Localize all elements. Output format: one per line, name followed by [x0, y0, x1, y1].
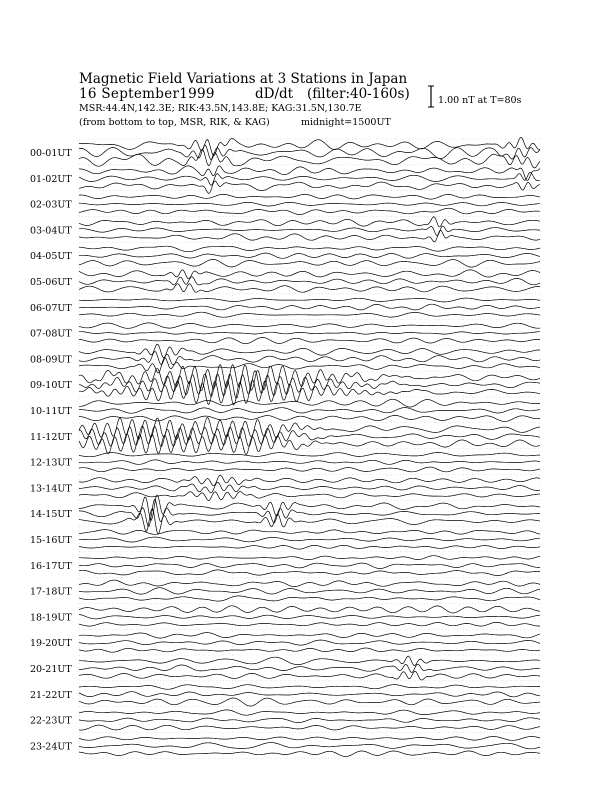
- hour-label: 13-14UT: [30, 483, 72, 495]
- hour-label: 22-23UT: [30, 715, 72, 727]
- station-coordinates: MSR:44.4N,142.3E; RIK:43.5N,143.8E; KAG:31.5N,130.7E: [79, 103, 362, 114]
- trace-kag-13-14ut: [79, 475, 540, 486]
- trace-kag-03-04ut: [79, 217, 540, 227]
- hour-label: 17-18UT: [30, 586, 72, 598]
- hour-label: 08-09UT: [30, 354, 72, 366]
- hour-label: 05-06UT: [30, 277, 72, 288]
- trace-rik-15-16ut: [79, 537, 540, 542]
- hour-label: 00-01UT: [30, 148, 72, 159]
- trace-rik-08-09ut: [79, 352, 540, 365]
- trace-rik-07-08ut: [79, 332, 540, 335]
- hour-label: 18-19UT: [30, 612, 72, 624]
- trace-kag-15-16ut: [79, 530, 540, 535]
- trace-kag-06-07ut: [79, 298, 540, 302]
- hour-label: 02-03UT: [30, 199, 72, 211]
- midnight-note: midnight=1500UT: [301, 117, 391, 128]
- hour-label: 11-12UT: [30, 431, 72, 443]
- trace-rik-22-23ut: [79, 718, 540, 723]
- hour-label: 09-10UT: [30, 380, 72, 392]
- trace-rik-19-20ut: [79, 640, 540, 645]
- trace-msr-00-01ut: [79, 149, 540, 168]
- hour-label: 15-16UT: [30, 535, 72, 546]
- trace-msr-06-07ut: [79, 312, 540, 317]
- trace-rik-17-18ut: [79, 588, 540, 594]
- trace-kag-19-20ut: [79, 633, 540, 639]
- hour-label: 21-22UT: [30, 689, 72, 701]
- trace-msr-02-03ut: [79, 208, 540, 214]
- hour-label: 12-13UT: [30, 457, 72, 469]
- filter-label: (filter:40-160s): [307, 86, 410, 102]
- trace-msr-03-04ut: [79, 230, 540, 242]
- trace-kag-02-03ut: [79, 194, 540, 199]
- trace-kag-11-12ut: [79, 417, 540, 440]
- hour-label: 01-02UT: [30, 173, 72, 185]
- trace-kag-20-21ut: [79, 656, 540, 665]
- trace-msr-18-19ut: [79, 622, 540, 626]
- trace-msr-16-17ut: [79, 570, 540, 576]
- hour-label: 19-20UT: [30, 638, 72, 650]
- trace-order-note: (from bottom to top, MSR, RIK, & KAG): [79, 117, 270, 128]
- hour-label: 04-05UT: [30, 251, 72, 263]
- hour-label: 10-11UT: [30, 406, 72, 417]
- scale-bar-label: 1.00 nT at T=80s: [438, 95, 522, 106]
- trace-kag-12-13ut: [79, 453, 540, 457]
- trace-kag-22-23ut: [79, 710, 540, 715]
- hour-label: 23-24UT: [30, 741, 72, 753]
- hour-label: 20-21UT: [30, 664, 72, 675]
- trace-msr-04-05ut: [79, 259, 540, 267]
- hour-label: 14-15UT: [30, 509, 72, 521]
- hour-label: 06-07UT: [30, 302, 72, 314]
- chart-date: 16 September1999: [79, 86, 215, 102]
- hour-label: 07-08UT: [30, 328, 72, 340]
- trace-msr-17-18ut: [79, 596, 540, 601]
- hour-label-group: [30, 148, 72, 752]
- hour-label: 03-04UT: [30, 225, 72, 237]
- trace-rik-02-03ut: [79, 202, 540, 206]
- trace-msr-07-08ut: [79, 338, 540, 344]
- trace-msr-14-15ut: [79, 509, 540, 534]
- quantity-label: dD/dt: [255, 86, 294, 102]
- trace-rik-21-22ut: [79, 692, 540, 697]
- chart-title: Magnetic Field Variations at 3 Stations in Japan: [79, 71, 408, 87]
- trace-msr-10-11ut: [79, 415, 540, 421]
- hour-label: 16-17UT: [30, 560, 72, 572]
- trace-rik-10-11ut: [79, 408, 540, 414]
- trace-kag-21-22ut: [79, 685, 540, 690]
